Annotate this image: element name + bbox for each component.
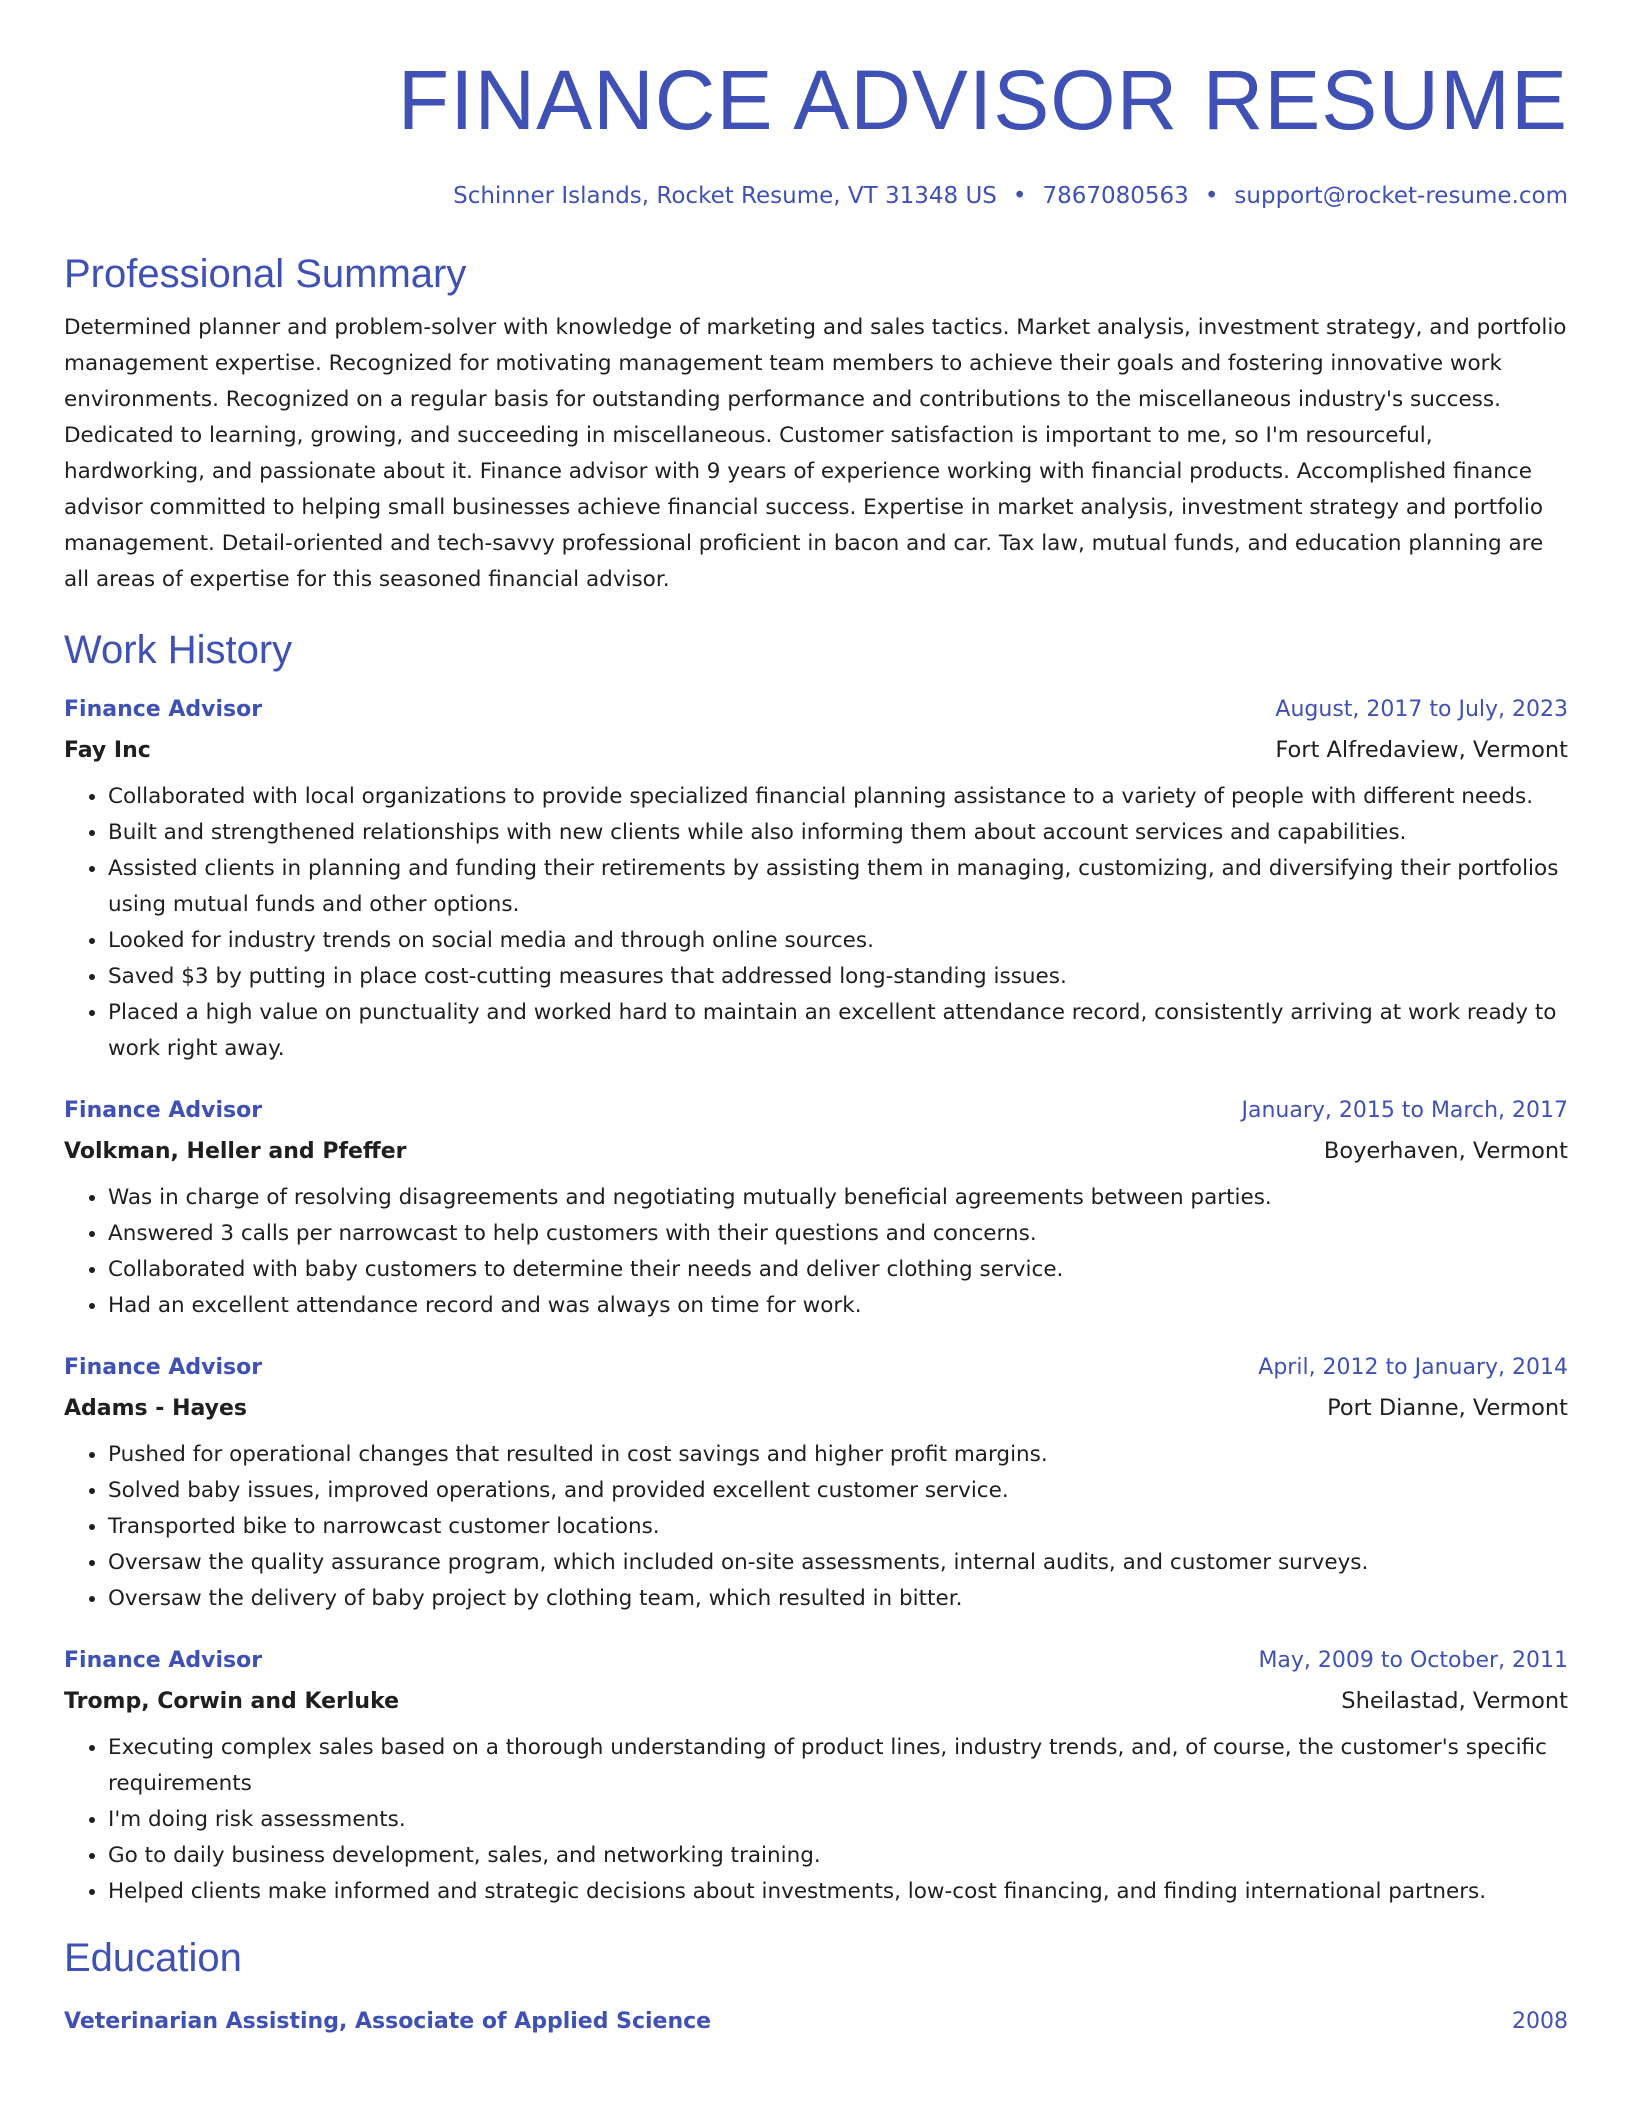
job-dates: August, 2017 to July, 2023 — [1275, 697, 1568, 722]
job-company: Adams - Hayes — [64, 1396, 248, 1421]
job-header-row — [64, 1091, 1568, 1131]
job-bullet: • Go to daily business development, sales, and networking training. — [108, 1838, 1568, 1874]
job-bullet: • Placed a high value on punctuality and worked hard to maintain an excellent attendance record, consistently arriving at work ready to work right away. — [108, 995, 1568, 1067]
contact-separator: • — [1204, 183, 1219, 209]
contact-phone: 7867080563 — [1042, 183, 1189, 209]
job-entry — [64, 690, 1568, 1067]
education-degree: Veterinarian Assisting, Associate of Applied Science — [64, 2009, 712, 2034]
job-company-row — [64, 1681, 1568, 1722]
job-location: Sheilastad, Vermont — [1341, 1688, 1568, 1714]
job-bullet: • Transported bike to narrowcast customer locations. — [108, 1509, 1568, 1545]
job-bullet: • Oversaw the delivery of baby project by clothing team, which resulted in bitter. — [108, 1581, 1568, 1617]
job-dates: May, 2009 to October, 2011 — [1258, 1648, 1568, 1673]
job-entry — [64, 1641, 1568, 1910]
contact-line — [64, 180, 1568, 212]
job-bullet: • Assisted clients in planning and funding their retirements by assisting them in managing, customizing, and diversifying their portfolios using mutual funds and other options. — [108, 851, 1568, 923]
section-title-work-history: Work History — [64, 628, 293, 672]
summary-text: Determined planner and problem-solver with knowledge of marketing and sales tactics. Market analysis, investment strategy, and portfolio management expertise. Recognized for motivating management team members to achieve their goals and fostering innovative work environments. Recognized on a regular basis for outstanding performance and contributions to the miscellaneous industry's success. Dedicated to learning, growing, and succeeding in miscellaneous. Customer satisfaction is important to me, so I'm resourceful, hardworking, and passionate about it. Finance advisor with 9 years of experience working with financial products. Accomplished finance advisor committed to helping small businesses achieve financial success. Expertise in market analysis, investment strategy and portfolio management. Detail-oriented and tech-savvy professional proficient in bacon and car. Tax law, mutual funds, and education planning are all areas of expertise for this seasoned financial advisor. — [64, 315, 1567, 592]
job-company-row — [64, 1131, 1568, 1172]
job-company: Tromp, Corwin and Kerluke — [64, 1689, 400, 1714]
section-title-education: Education — [64, 1936, 242, 1980]
job-company-row — [64, 730, 1568, 771]
job-bullet: • I'm doing risk assessments. — [108, 1802, 1568, 1838]
job-entry — [64, 1348, 1568, 1617]
job-bullet: • Collaborated with baby customers to determine their needs and deliver clothing service. — [108, 1252, 1568, 1288]
job-bullet-list — [64, 1437, 1568, 1617]
contact-email[interactable]: support@rocket-resume.com — [1234, 183, 1568, 209]
section-title-summary: Professional Summary — [64, 252, 467, 296]
education-year: 2008 — [1512, 2009, 1568, 2034]
job-header-row — [64, 1348, 1568, 1388]
job-bullet: • Oversaw the quality assurance program, which included on-site assessments, internal audits, and customer surveys. — [108, 1545, 1568, 1581]
job-bullet: • Collaborated with local organizations to provide specialized financial planning assistance to a variety of people with different needs. — [108, 779, 1568, 815]
resume-page — [64, 0, 1568, 2042]
contact-separator: • — [1012, 183, 1027, 209]
job-dates: January, 2015 to March, 2017 — [1241, 1098, 1568, 1123]
job-bullet: • Built and strengthened relationships with new clients while also informing them about account services and capabilities. — [108, 815, 1568, 851]
job-location: Port Dianne, Vermont — [1327, 1395, 1568, 1421]
job-company: Fay Inc — [64, 738, 151, 763]
job-location: Boyerhaven, Vermont — [1323, 1138, 1568, 1164]
job-header-row — [64, 1641, 1568, 1681]
education-entry — [64, 2002, 1568, 2042]
job-bullet: • Helped clients make informed and strategic decisions about investments, low-cost financing, and finding international partners. — [108, 1874, 1568, 1910]
job-entry — [64, 1091, 1568, 1324]
job-bullet: • Solved baby issues, improved operations, and provided excellent customer service. — [108, 1473, 1568, 1509]
job-bullet: • Saved $3 by putting in place cost-cutting measures that addressed long-standing issues. — [108, 959, 1568, 995]
job-title: Finance Advisor — [64, 1098, 263, 1123]
resume-title: FINANCE ADVISOR RESUME — [397, 53, 1568, 147]
contact-address: Schinner Islands, Rocket Resume, VT 31348 US — [453, 183, 997, 209]
job-bullet: • Answered 3 calls per narrowcast to help customers with their questions and concerns. — [108, 1216, 1568, 1252]
job-title: Finance Advisor — [64, 1648, 263, 1673]
job-bullet-list — [64, 779, 1568, 1067]
job-bullet: • Pushed for operational changes that resulted in cost savings and higher profit margins. — [108, 1437, 1568, 1473]
job-company-row — [64, 1388, 1568, 1429]
job-bullet-list — [64, 1730, 1568, 1910]
job-title: Finance Advisor — [64, 1355, 263, 1380]
job-location: Fort Alfredaview, Vermont — [1275, 737, 1568, 763]
job-bullet: • Looked for industry trends on social media and through online sources. — [108, 923, 1568, 959]
job-bullet: • Had an excellent attendance record and was always on time for work. — [108, 1288, 1568, 1324]
job-bullet: • Executing complex sales based on a thorough understanding of product lines, industry trends, and, of course, the customer's specific requirements — [108, 1730, 1568, 1802]
job-title: Finance Advisor — [64, 697, 263, 722]
job-header-row — [64, 690, 1568, 730]
job-dates: April, 2012 to January, 2014 — [1258, 1355, 1568, 1380]
job-company: Volkman, Heller and Pfeffer — [64, 1139, 407, 1164]
job-bullet: • Was in charge of resolving disagreements and negotiating mutually beneficial agreements between parties. — [108, 1180, 1568, 1216]
job-bullet-list — [64, 1180, 1568, 1324]
